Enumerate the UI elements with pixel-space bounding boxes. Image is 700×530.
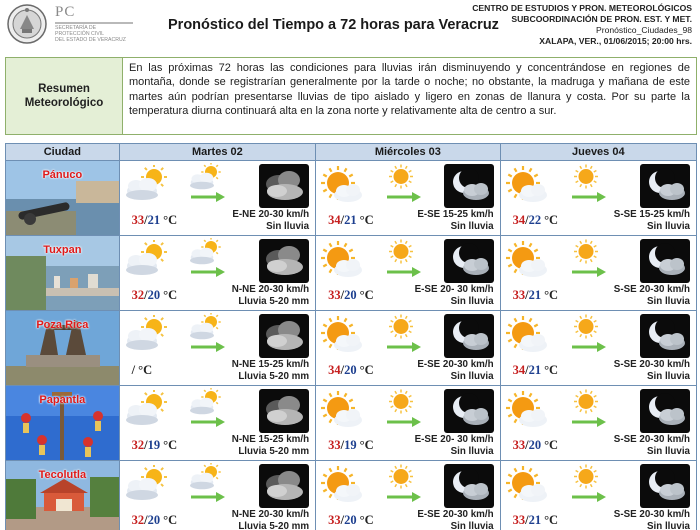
- rain-text: Lluvia 5-20 mm: [238, 295, 310, 307]
- arrow-right-icon: [571, 416, 607, 428]
- column-header-city: Ciudad: [6, 144, 120, 160]
- wind-text: E-SE 20- 30 km/h: [414, 434, 494, 445]
- state-seal-icon: [6, 3, 48, 45]
- arrow-right-icon: [571, 191, 607, 203]
- city-cell: [6, 461, 120, 530]
- forecast-cell: [316, 386, 500, 460]
- sunny-cloud-icon: [320, 165, 364, 205]
- temp-separator: /: [144, 513, 148, 527]
- sunny-cloud-icon: [320, 315, 364, 355]
- column-header-day: Miércoles 03: [316, 144, 500, 160]
- night-cloudy-icon: [259, 314, 309, 358]
- temperature: [132, 213, 178, 228]
- city-name: Tecolutla: [38, 469, 87, 481]
- temp-separator: /: [144, 438, 148, 452]
- temperature: [513, 363, 559, 378]
- table-row: [5, 236, 697, 311]
- min-temp: 21: [344, 213, 357, 227]
- temperature: [513, 513, 559, 528]
- min-temp: 20: [344, 513, 357, 527]
- forecast-cell: [501, 311, 696, 385]
- forecast-cell: [316, 311, 500, 385]
- rain-text: Sin lluvia: [450, 220, 494, 232]
- arrow-right-icon: [190, 416, 226, 428]
- min-temp: 20: [344, 288, 357, 302]
- min-temp: 21: [528, 288, 542, 302]
- rain-text: Sin lluvia: [647, 370, 691, 382]
- wind-rain-info: [232, 359, 309, 382]
- pc-logo-line: PROTECCIÓN CIVIL: [55, 31, 105, 37]
- forecast-cell: [501, 161, 696, 235]
- rain-text: Sin lluvia: [647, 220, 691, 232]
- max-temp: 32: [131, 438, 145, 452]
- min-temp: 21: [147, 213, 161, 227]
- partly-cloudy-icon: [124, 465, 168, 505]
- sun-icon: [186, 463, 224, 493]
- sunny-cloud-icon: [505, 390, 549, 430]
- temperature: [328, 288, 374, 303]
- temp-unit: °C: [163, 513, 178, 527]
- night-moon-cloud-icon: [444, 314, 494, 358]
- night-moon-cloud-icon: [640, 164, 690, 208]
- max-temp: 34: [328, 363, 341, 377]
- wind-rain-info: [417, 359, 493, 382]
- temperature: [513, 213, 559, 228]
- wind-text: N-NE 20-30 km/h: [231, 509, 310, 520]
- arrow-right-icon: [571, 341, 607, 353]
- night-moon-cloud-icon: [444, 239, 494, 283]
- min-temp: 21: [528, 513, 542, 527]
- night-moon-cloud-icon: [444, 464, 494, 508]
- wind-rain-info: [232, 434, 309, 457]
- partly-cloudy-icon: [124, 240, 168, 280]
- city-name: Pánuco: [42, 169, 83, 181]
- max-temp: 32: [131, 513, 145, 527]
- sun-icon: [186, 313, 224, 343]
- arrow-right-icon: [386, 491, 422, 503]
- temp-separator: /: [525, 213, 529, 227]
- sun-icon: [186, 238, 224, 268]
- night-moon-cloud-icon: [444, 164, 494, 208]
- night-moon-cloud-icon: [640, 239, 690, 283]
- wind-rain-info: [614, 509, 690, 530]
- table-row: [5, 311, 697, 386]
- temp-separator: /: [144, 213, 148, 227]
- temp-unit: °C: [163, 213, 178, 227]
- table-row: [5, 461, 697, 530]
- wind-rain-info: [614, 209, 690, 232]
- city-cell: [6, 236, 120, 310]
- forecast-cell: [316, 161, 500, 235]
- temp-separator: /: [144, 288, 148, 302]
- wind-rain-info: [614, 284, 690, 307]
- partly-cloudy-icon: [124, 165, 168, 205]
- city-name: Tuxpan: [43, 244, 82, 256]
- sunny-cloud-icon: [320, 465, 364, 505]
- temp-unit: °C: [544, 288, 559, 302]
- min-temp: 20: [528, 438, 542, 452]
- max-temp: 33: [328, 288, 341, 302]
- city-cell: [6, 161, 120, 235]
- night-moon-cloud-icon: [640, 314, 690, 358]
- arrow-right-icon: [190, 266, 226, 278]
- wind-text: S-SE 20-30 km/h: [613, 434, 691, 445]
- max-temp: 33: [328, 513, 341, 527]
- sun-icon: [382, 463, 420, 493]
- arrow-right-icon: [190, 491, 226, 503]
- temp-unit: °C: [544, 438, 559, 452]
- city-cell: [6, 386, 120, 460]
- temp-unit: °C: [544, 513, 559, 527]
- arrow-right-icon: [386, 416, 422, 428]
- forecast-cell: [120, 161, 316, 235]
- rain-text: Lluvia 5-20 mm: [238, 520, 310, 530]
- night-moon-cloud-icon: [640, 464, 690, 508]
- max-temp: 33: [328, 438, 341, 452]
- forecast-table: [5, 143, 697, 530]
- sun-icon: [567, 388, 605, 418]
- min-temp: 19: [147, 438, 161, 452]
- arrow-right-icon: [571, 266, 607, 278]
- forecast-cell: [316, 236, 500, 310]
- sunny-cloud-icon: [505, 240, 549, 280]
- temp-unit: °C: [544, 213, 559, 227]
- max-temp: 33: [512, 513, 526, 527]
- sun-icon: [382, 313, 420, 343]
- temperature: [132, 513, 178, 528]
- rain-text: Sin lluvia: [647, 520, 691, 530]
- pc-logo-text: [55, 25, 145, 43]
- wind-rain-info: [232, 209, 309, 232]
- wind-rain-info: [614, 434, 690, 457]
- wind-rain-info: [614, 359, 690, 382]
- wind-text: N-NE 20-30 km/h: [231, 284, 310, 295]
- rain-text: Sin lluvia: [266, 220, 310, 232]
- forecast-cell: [120, 236, 316, 310]
- temp-unit: °C: [359, 513, 374, 527]
- temp-separator: /: [525, 363, 529, 377]
- temperature: [513, 288, 559, 303]
- wind-text: S-SE 20-30 km/h: [613, 359, 691, 370]
- temperature: [328, 213, 374, 228]
- wind-text: E-SE 15-25 km/h: [417, 209, 494, 220]
- city-name: Poza Rica: [36, 319, 89, 331]
- sun-icon: [186, 163, 224, 193]
- city-name: Papantla: [39, 394, 86, 406]
- pc-logo-line: DEL ESTADO DE VERACRUZ: [55, 37, 126, 43]
- wind-text: E-SE 20- 30 km/h: [414, 284, 494, 295]
- temp-separator: /: [340, 288, 345, 302]
- summary-text: En las próximas 72 horas las condiciones para lluvias irán disminuyendo y concentrándose en regiones de montaña, donde se registrarían generalmente por la tarde o noche; no obstante, la madruga y mañana de este martes aún podrían presentarse lluvias de tipo aislado y ligero en zonas de llanura y costa. Por su parte la temperatura diurna continuará alta en la zona norte y relativamente alta de centro a sur.: [129, 62, 690, 118]
- sun-icon: [382, 238, 420, 268]
- temp-separator: /: [525, 438, 529, 452]
- temperature: [132, 363, 153, 378]
- wind-text: E-SE 20-30 km/h: [417, 509, 494, 520]
- temperature: [132, 438, 178, 453]
- sun-icon: [382, 163, 420, 193]
- temp-separator: /: [131, 363, 136, 377]
- table-row: [5, 386, 697, 461]
- temp-unit: °C: [359, 288, 374, 302]
- sun-icon: [567, 238, 605, 268]
- max-temp: 33: [512, 438, 526, 452]
- partly-cloudy-icon: [124, 390, 168, 430]
- sunny-cloud-icon: [320, 240, 364, 280]
- wind-text: N-NE 15-25 km/h: [231, 434, 310, 445]
- summary-label: Resumen Meteorológico: [6, 58, 123, 134]
- min-temp: 20: [147, 288, 161, 302]
- night-cloudy-icon: [259, 239, 309, 283]
- agency-line: SUBCOORDINACIÓN DE PRON. EST. Y MET.: [511, 14, 692, 24]
- bulletin-id: Pronóstico_Ciudades_98: [595, 25, 692, 35]
- temp-unit: °C: [359, 438, 374, 452]
- forecast-cell: [501, 461, 696, 530]
- weather-summary: [5, 57, 697, 135]
- temperature: [328, 363, 374, 378]
- sunny-cloud-icon: [505, 315, 549, 355]
- wind-text: N-NE 15-25 km/h: [231, 359, 310, 370]
- min-temp: 21: [528, 363, 542, 377]
- issue-date: XALAPA, VER., 01/06/2015; 20:00 hrs.: [539, 36, 692, 46]
- sun-icon: [382, 388, 420, 418]
- wind-text: S-SE 15-25 km/h: [613, 209, 691, 220]
- wind-text: E-NE 20-30 km/h: [232, 209, 310, 220]
- wind-text: S-SE 20-30 km/h: [613, 284, 691, 295]
- wind-rain-info: [415, 284, 494, 307]
- column-header-day: Martes 02: [120, 144, 316, 160]
- wind-rain-info: [232, 284, 309, 307]
- max-temp: 34: [512, 213, 526, 227]
- arrow-right-icon: [571, 491, 607, 503]
- arrow-right-icon: [386, 341, 422, 353]
- rain-text: Lluvia 5-20 mm: [238, 370, 310, 382]
- wind-rain-info: [415, 434, 494, 457]
- arrow-right-icon: [386, 191, 422, 203]
- min-temp: 20: [344, 363, 357, 377]
- night-moon-cloud-icon: [640, 389, 690, 433]
- page-title: Pronóstico del Tiempo a 72 horas para Veracruz: [168, 17, 499, 33]
- sunny-cloud-icon: [505, 465, 549, 505]
- night-cloudy-icon: [259, 164, 309, 208]
- forecast-cell: [501, 386, 696, 460]
- city-cell: [6, 311, 120, 385]
- pc-logo-line: SECRETARÍA DE: [55, 25, 97, 31]
- agency-line: CENTRO DE ESTUDIOS Y PRON. METEOROLÓGICOS: [472, 3, 692, 13]
- max-temp: 34: [328, 213, 341, 227]
- pc-logo-mark: PC: [55, 4, 76, 20]
- max-temp: 33: [512, 288, 526, 302]
- rain-text: Lluvia 5-20 mm: [238, 445, 310, 457]
- wind-text: E-SE 20-30 km/h: [417, 359, 494, 370]
- forecast-cell: [120, 386, 316, 460]
- page-header: [0, 0, 700, 52]
- temp-unit: °C: [163, 438, 178, 452]
- civil-protection-logo: [55, 4, 135, 44]
- forecast-cell: [501, 236, 696, 310]
- temp-unit: °C: [544, 363, 559, 377]
- forecast-cell: [316, 461, 500, 530]
- partly-cloudy-icon: [124, 315, 168, 355]
- rain-text: Sin lluvia: [647, 295, 691, 307]
- temperature: [328, 513, 374, 528]
- wind-rain-info: [417, 509, 493, 530]
- table-row: [5, 161, 697, 236]
- forecast-cell: [120, 461, 316, 530]
- table-header: [5, 143, 697, 161]
- temperature: [328, 438, 374, 453]
- night-cloudy-icon: [259, 464, 309, 508]
- rain-text: Sin lluvia: [450, 520, 494, 530]
- max-temp: 33: [131, 213, 145, 227]
- arrow-right-icon: [190, 341, 226, 353]
- wind-rain-info: [417, 209, 493, 232]
- temp-separator: /: [525, 513, 529, 527]
- rain-text: Sin lluvia: [647, 445, 691, 457]
- temp-unit: °C: [138, 363, 153, 377]
- arrow-right-icon: [386, 266, 422, 278]
- rain-text: Sin lluvia: [450, 295, 494, 307]
- temp-unit: °C: [359, 363, 374, 377]
- temp-unit: °C: [359, 213, 374, 227]
- temp-separator: /: [340, 513, 345, 527]
- max-temp: 34: [512, 363, 526, 377]
- sunny-cloud-icon: [320, 390, 364, 430]
- temp-separator: /: [525, 288, 529, 302]
- sun-icon: [567, 463, 605, 493]
- temp-separator: /: [340, 438, 345, 452]
- night-moon-cloud-icon: [444, 389, 494, 433]
- arrow-right-icon: [190, 191, 226, 203]
- sun-icon: [567, 313, 605, 343]
- sun-icon: [186, 388, 224, 418]
- wind-text: S-SE 20-30 km/h: [613, 509, 691, 520]
- temperature: [132, 288, 178, 303]
- temp-separator: /: [340, 213, 345, 227]
- rain-text: Sin lluvia: [450, 370, 494, 382]
- max-temp: 32: [131, 288, 145, 302]
- sun-icon: [567, 163, 605, 193]
- logo-divider: [55, 22, 133, 24]
- min-temp: 19: [344, 438, 357, 452]
- temp-unit: °C: [163, 288, 178, 302]
- temp-separator: /: [340, 363, 345, 377]
- night-cloudy-icon: [259, 389, 309, 433]
- temperature: [513, 438, 559, 453]
- min-temp: 20: [147, 513, 161, 527]
- rain-text: Sin lluvia: [450, 445, 494, 457]
- sunny-cloud-icon: [505, 165, 549, 205]
- forecast-cell: [120, 311, 316, 385]
- agency-block: [472, 3, 692, 47]
- column-header-day: Jueves 04: [571, 146, 625, 158]
- wind-rain-info: [232, 509, 309, 530]
- min-temp: 22: [528, 213, 542, 227]
